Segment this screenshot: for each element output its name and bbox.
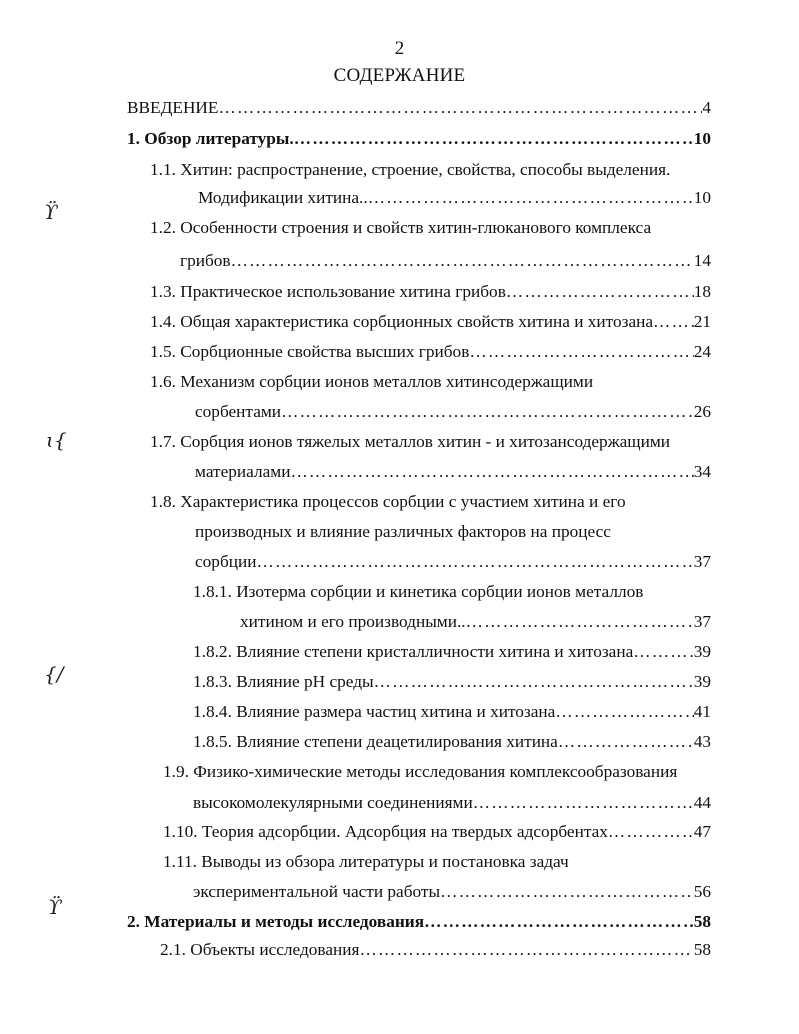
dot-leader	[294, 127, 694, 151]
toc-entry-text: экспериментальной части работы	[193, 882, 441, 901]
toc-entry-text: 1.4. Общая характеристика сорбционных свойств хитина и хитозана	[150, 312, 654, 331]
toc-entry-text: ВВЕДЕНИЕ	[127, 98, 219, 117]
toc-entry-s1-8a	[150, 490, 626, 514]
toc-entry-text: 1.1. Хитин: распространение, строение, свойства, способы выделения.	[150, 160, 671, 179]
dot-leader	[257, 550, 694, 574]
toc-entry-text: сорбции	[195, 552, 257, 571]
toc-entry-s1-8-5	[193, 730, 711, 754]
toc-entry-text: 1.8. Характеристика процессов сорбции с участием хитина и его	[150, 492, 626, 511]
toc-entry-s1-8-1a	[193, 580, 643, 604]
toc-page-number: 21	[693, 312, 711, 331]
toc-page-number: 56	[693, 882, 711, 901]
toc-entry-ch1	[127, 127, 711, 151]
toc-page-number: 34	[693, 462, 711, 481]
page-number: 2	[394, 38, 405, 59]
toc-entry-text: Модификации хитина..	[198, 188, 368, 207]
dot-leader	[633, 640, 693, 664]
dot-leader	[608, 820, 694, 844]
handwritten-mark-icon: {/	[44, 662, 64, 686]
toc-page-number: 10	[693, 188, 711, 207]
toc-entry-text: 1.2. Особенности строения и свойств хитин-глюканового комплекса	[150, 218, 652, 237]
dot-leader	[466, 610, 694, 634]
toc-entry-text: сорбентами	[195, 402, 282, 421]
toc-entry-text: 2. Материалы и методы исследования	[127, 912, 425, 931]
dot-leader	[424, 910, 694, 934]
toc-entry-text: 1.11. Выводы из обзора литературы и постановка задач	[163, 852, 569, 871]
toc-entry-s1-8-2	[193, 640, 711, 664]
dot-leader	[374, 670, 694, 694]
toc-entry-text: высокомолекулярными соединениями	[193, 793, 473, 812]
toc-entry-text: материалами	[195, 462, 291, 481]
dot-leader	[469, 340, 693, 364]
toc-page-number: 4	[702, 98, 711, 117]
toc-entry-text: 2.1. Объекты исследования	[160, 940, 360, 959]
toc-entry-s1-2a	[150, 216, 651, 240]
toc-entry-s1-8b	[195, 520, 611, 544]
dot-leader	[359, 938, 693, 962]
toc-page-number: 58	[693, 940, 711, 959]
toc-entry-s1-7a	[150, 430, 670, 454]
toc-entry-text: 1.3. Практическое использование хитина грибов	[150, 282, 506, 301]
toc-entry-s1-8-1b	[240, 610, 711, 634]
dot-leader	[558, 730, 694, 754]
toc-entry-s1-1a	[150, 158, 670, 182]
toc-page-number: 47	[693, 822, 711, 841]
dot-leader	[506, 280, 694, 304]
toc-page-number: 43	[693, 732, 711, 751]
toc-entry-s1-3	[150, 280, 711, 304]
toc-entry-text: 1.8.3. Влияние pH среды	[193, 672, 374, 691]
toc-entry-text: 1.6. Механизм сорбции ионов металлов хитинсодержащими	[150, 372, 594, 391]
toc-entry-s2-1	[160, 938, 711, 962]
toc-entry-s1-8c	[195, 550, 711, 574]
toc-entry-text: 1.5. Сорбционные свойства высших грибов	[150, 342, 470, 361]
toc-entry-s1-5	[150, 340, 711, 364]
dot-leader	[440, 880, 694, 904]
toc-entry-s1-9a	[163, 760, 677, 784]
toc-entry-text: 1. Обзор литературы.	[127, 129, 294, 148]
toc-entry-s1-6b	[195, 400, 711, 424]
toc-page-number: 24	[693, 342, 711, 361]
handwritten-mark-icon: ɩ{	[46, 428, 67, 452]
toc-entry-s1-6a	[150, 370, 593, 394]
page-title: СОДЕРЖАНИЕ	[333, 65, 466, 86]
toc-entry-text: 1.8.2. Влияние степени кристалличности хитина и хитозана	[193, 642, 634, 661]
toc-entry-text: 1.8.4. Влияние размера частиц хитина и хитозана	[193, 702, 556, 721]
dot-leader	[555, 700, 693, 724]
toc-page-number: 41	[693, 702, 711, 721]
toc-entry-text: хитином и его производными..	[240, 612, 466, 631]
toc-entry-s1-2b	[180, 249, 711, 273]
toc-entry-s1-11a	[163, 850, 569, 874]
dot-leader	[368, 186, 694, 210]
toc-page-number: 10	[693, 129, 711, 148]
toc-page-number: 39	[693, 672, 711, 691]
toc-entry-text: 1.10. Теория адсорбции. Адсорбция на твердых адсорбентах	[163, 822, 608, 841]
dot-leader	[653, 310, 694, 334]
toc-entry-s1-9b	[193, 791, 711, 815]
toc-page-number: 14	[693, 251, 711, 270]
dot-leader	[218, 96, 702, 120]
dot-leader	[231, 249, 694, 273]
toc-entry-s1-1b	[198, 186, 711, 210]
toc-page-number: 37	[693, 552, 711, 571]
toc-entry-text: 1.7. Сорбция ионов тяжелых металлов хитин - и хитозансодержащими	[150, 432, 671, 451]
toc-entry-s1-7b	[195, 460, 711, 484]
toc-page-number: 39	[693, 642, 711, 661]
dot-leader	[290, 460, 693, 484]
toc-entry-text: 1.8.1. Изотерма сорбции и кинетика сорбции ионов металлов	[193, 582, 644, 601]
dot-leader	[281, 400, 694, 424]
toc-page-number: 37	[693, 612, 711, 631]
toc-entry-text: производных и влияние различных факторов на процесс	[195, 522, 611, 541]
toc-entry-s1-8-4	[193, 700, 711, 724]
toc-entry-text: 1.8.5. Влияние степени деацетилирования хитина	[193, 732, 558, 751]
dot-leader	[473, 791, 694, 815]
toc-entry-s1-8-3	[193, 670, 711, 694]
toc-entry-text: 1.9. Физико-химические методы исследования комплексообразования	[163, 762, 678, 781]
toc-page-number: 18	[693, 282, 711, 301]
handwritten-mark-icon: ϔ	[48, 895, 62, 919]
toc-entry-s1-10	[163, 820, 711, 844]
toc-page-number: 44	[693, 793, 711, 812]
toc-entry-s1-11b	[193, 880, 711, 904]
toc-entry-s1-4	[150, 310, 711, 334]
toc-entry-intro	[127, 96, 711, 120]
toc-page-number: 26	[693, 402, 711, 421]
handwritten-mark-icon: ϔ	[44, 200, 58, 224]
toc-entry-text: грибов	[180, 251, 231, 270]
toc-page-number: 58	[693, 912, 711, 931]
toc-entry-ch2	[127, 910, 711, 934]
